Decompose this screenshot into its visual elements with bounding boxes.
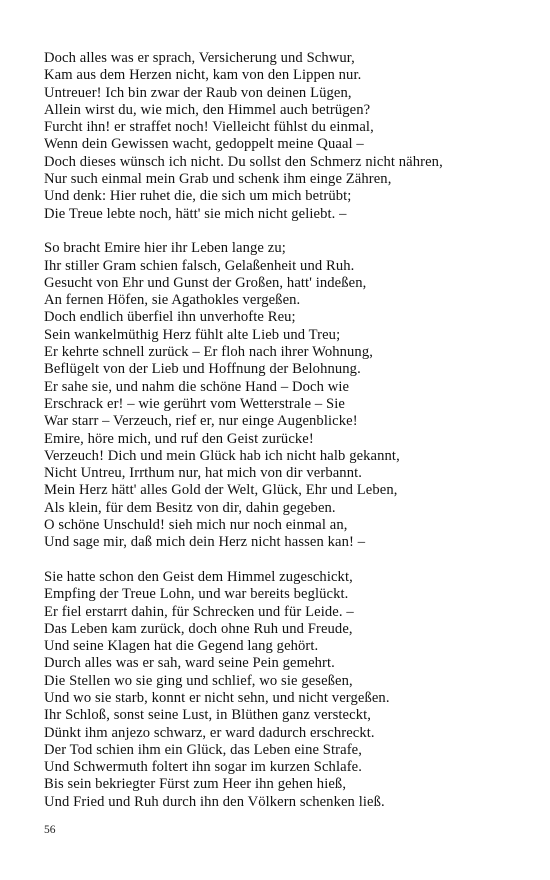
verse-line: Doch endlich überfiel ihn unverhofte Reu; [44, 309, 296, 326]
verse-line: Sie hatte schon den Geist dem Himmel zugeschickt, [44, 568, 353, 585]
poem-text [44, 50, 524, 828]
verse-line: So bracht Emire hier ihr Leben lange zu; [44, 240, 286, 257]
verse-line: Sein wankelmüthig Herz fühlt alte Lieb und Treu; [44, 326, 341, 343]
page-number: 56 [44, 824, 56, 836]
verse-line: Er fiel erstarrt dahin, für Schrecken und für Leide. – [44, 603, 354, 620]
verse-line: Empfing der Treue Lohn, und war bereits beglückt. [44, 586, 349, 603]
verse-line: Ihr stiller Gram schien falsch, Gelaßenheit und Ruh. [44, 257, 355, 274]
verse-line: Emire, höre mich, und ruf den Geist zurücke! [44, 430, 314, 447]
verse-line: Die Treue lebte noch, hätt' sie mich nicht geliebt. – [44, 205, 347, 222]
verse-line: Verzeuch! Dich und mein Glück hab ich nicht halb gekannt, [44, 447, 400, 464]
verse-line: Und sage mir, daß mich dein Herz nicht hassen kan! – [44, 534, 366, 551]
verse-line: Ihr Schloß, sonst seine Lust, in Blüthen ganz versteckt, [44, 707, 372, 724]
verse-line: Durch alles was er sah, ward seine Pein gemehrt. [44, 655, 335, 672]
verse-line: Furcht ihn! er straffet noch! Vielleicht fühlst du einmal, [44, 119, 374, 136]
verse-line: War starr – Verzeuch, rief er, nur einge Augenblicke! [44, 413, 358, 430]
verse-line: Und wo sie starb, konnt er nicht sehn, und nicht vergeßen. [44, 689, 390, 706]
verse-line: Bis sein bekriegter Fürst zum Heer ihn gehen hieß, [44, 776, 347, 793]
verse-line: Erschrack er! – wie gerührt vom Wetterstrale – Sie [44, 395, 345, 412]
verse-line: Nicht Untreu, Irrthum nur, hat mich von dir verbannt. [44, 465, 362, 482]
verse-line: Mein Herz hätt' alles Gold der Welt, Glück, Ehr und Leben, [44, 482, 398, 499]
verse-line: Er sahe sie, und nahm die schöne Hand – Doch wie [44, 378, 350, 395]
verse-line: Doch alles was er sprach, Versicherung und Schwur, [44, 50, 355, 66]
verse-line: Als klein, für dem Besitz von dir, dahin gegeben. [44, 499, 336, 516]
verse-line: Untreuer! Ich bin zwar der Raub von deinen Lügen, [44, 84, 352, 101]
verse-line: Beflügelt von der Lieb und Hoffnung der Belohnung. [44, 361, 361, 378]
verse-line: Und seine Klagen hat die Gegend lang gehört. [44, 638, 319, 655]
verse-line: Der Tod schien ihm ein Glück, das Leben eine Strafe, [44, 741, 362, 758]
verse-line: Gesucht von Ehr und Gunst der Großen, hatt' indeßen, [44, 274, 367, 291]
verse-line: Nur such einmal mein Grab und schenk ihm einge Zähren, [44, 171, 392, 188]
stanza [44, 569, 524, 811]
verse-line: Und denk: Hier ruhet die, die sich um mich betrübt; [44, 188, 352, 205]
verse-line: Und Schwermuth foltert ihn sogar im kurzen Schlafe. [44, 759, 362, 776]
stanza [44, 50, 524, 223]
verse-line: An fernen Höfen, sie Agathokles vergeßen. [44, 292, 301, 309]
verse-line: Allein wirst du, wie mich, den Himmel auch betrügen? [44, 101, 371, 118]
verse-line: Und Fried und Ruh durch ihn den Völkern schenken ließ. [44, 793, 385, 810]
verse-line: Die Stellen wo sie ging und schlief, wo sie geseßen, [44, 672, 353, 689]
stanza [44, 240, 524, 551]
verse-line: Doch dieses wünsch ich nicht. Du sollst den Schmerz nicht nähren, [44, 153, 443, 170]
verse-line: Das Leben kam zurück, doch ohne Ruh und Freude, [44, 620, 353, 637]
verse-line: Kam aus dem Herzen nicht, kam von den Lippen nur. [44, 67, 362, 84]
verse-line: O schöne Unschuld! sieh mich nur noch einmal an, [44, 517, 348, 534]
verse-line: Dünkt ihm anjezo schwarz, er ward dadurch erschreckt. [44, 724, 375, 741]
verse-line: Er kehrte schnell zurück – Er floh nach ihrer Wohnung, [44, 344, 373, 361]
verse-line: Wenn dein Gewissen wacht, gedoppelt meine Quaal – [44, 136, 364, 153]
